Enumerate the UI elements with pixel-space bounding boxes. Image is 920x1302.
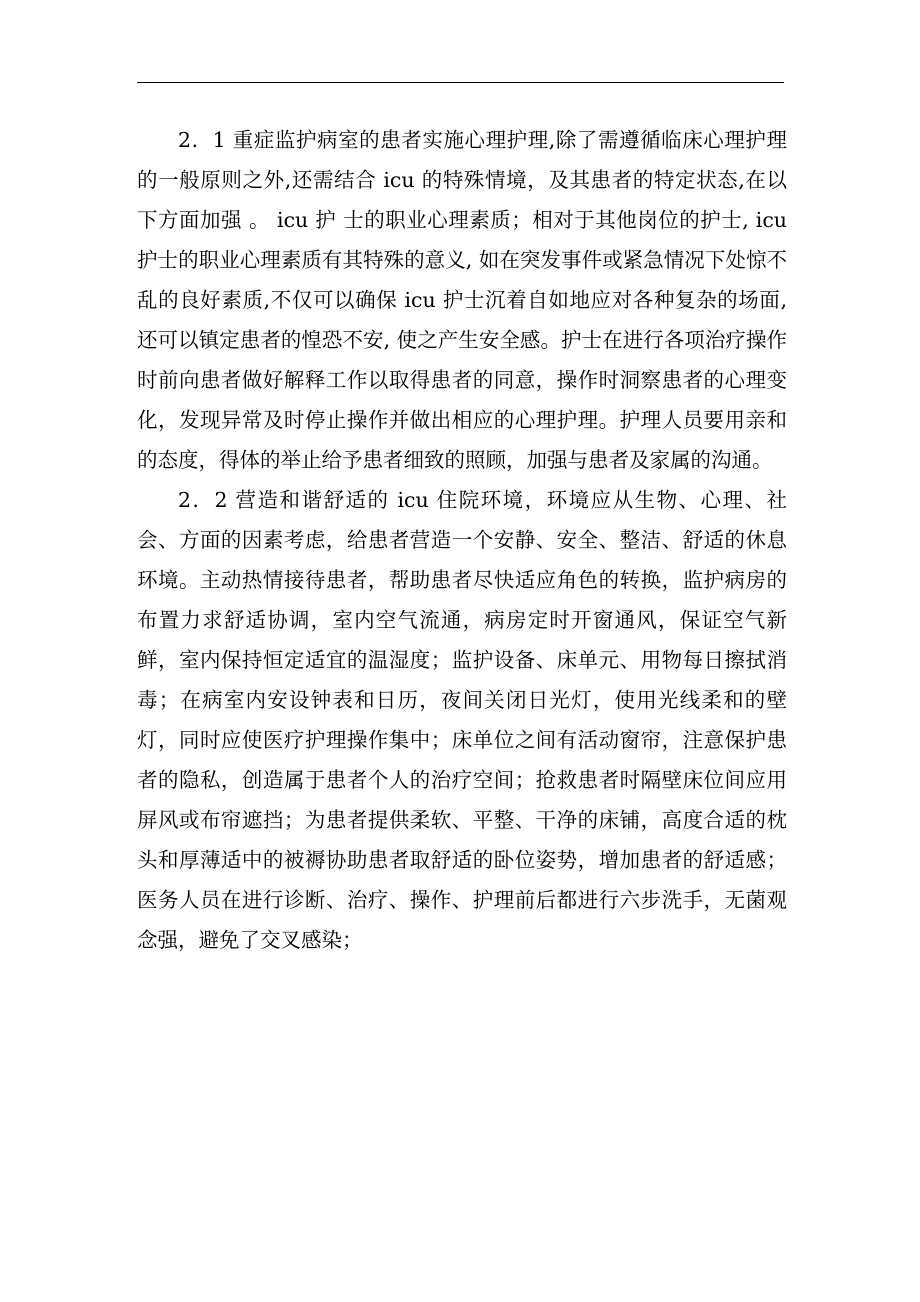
- header-rule: [137, 82, 784, 83]
- paragraph-2-2: 2．2 营造和谐舒适的 icu 住院环境，环境应从生物、心理、社会、方面的因素考虑，给患者营造一个安静、安全、整洁、舒适的休息环境。主动热情接待患者，帮助患者尽快适应角色的转换，监护病房的布置力求舒适协调，室内空气流通，病房定时开窗通风，保证空气新鲜，室内保持恒定适宜的温湿度；监护设备、床单元、用物每日擦拭消毒；在病室内安设钟表和日历，夜间关闭日光灯，使用光线柔和的壁灯，同时应使医疗护理操作集中；床单位之间有活动窗帘，注意保护患者的隐私，创造属于患者个人的治疗空间；抢救患者时隔壁床位间应用屏风或布帘遮挡；为患者提供柔软、平整、干净的床铺，高度合适的枕头和厚薄适中的被褥协助患者取舒适的卧位姿势，增加患者的舒适感；医务人员在进行诊断、治疗、操作、护理前后都进行六步洗手，无菌观念强，避免了交叉感染；: [137, 488, 787, 952]
- paragraph-2-1: 2．1 重症监护病室的患者实施心理护理,除了需遵循临床心理护理的一般原则之外,还需结合 icu 的特殊情境，及其患者的特定状态,在以下方面加强 。 icu 护 士的职业心理素质；相对于其他岗位的护士, icu 护士的职业心理素质有其特殊的意义, 如在突发事件或紧急情况下处惊不乱的良好素质,不仅可以确保 icu 护士沉着自如地应对各种复杂的场面, 还可以镇定患者的惶恐不安, 使之产生安全感。护士在进行各项治疗操作时前向患者做好解释工作以取得患者的同意，操作时洞察患者的心理变化，发现异常及时停止操作并做出相应的心理护理。护理人员要用亲和的态度，得体的举止给予患者细致的照顾，加强与患者及家属的沟通。: [137, 128, 787, 472]
- document-body: [137, 120, 787, 960]
